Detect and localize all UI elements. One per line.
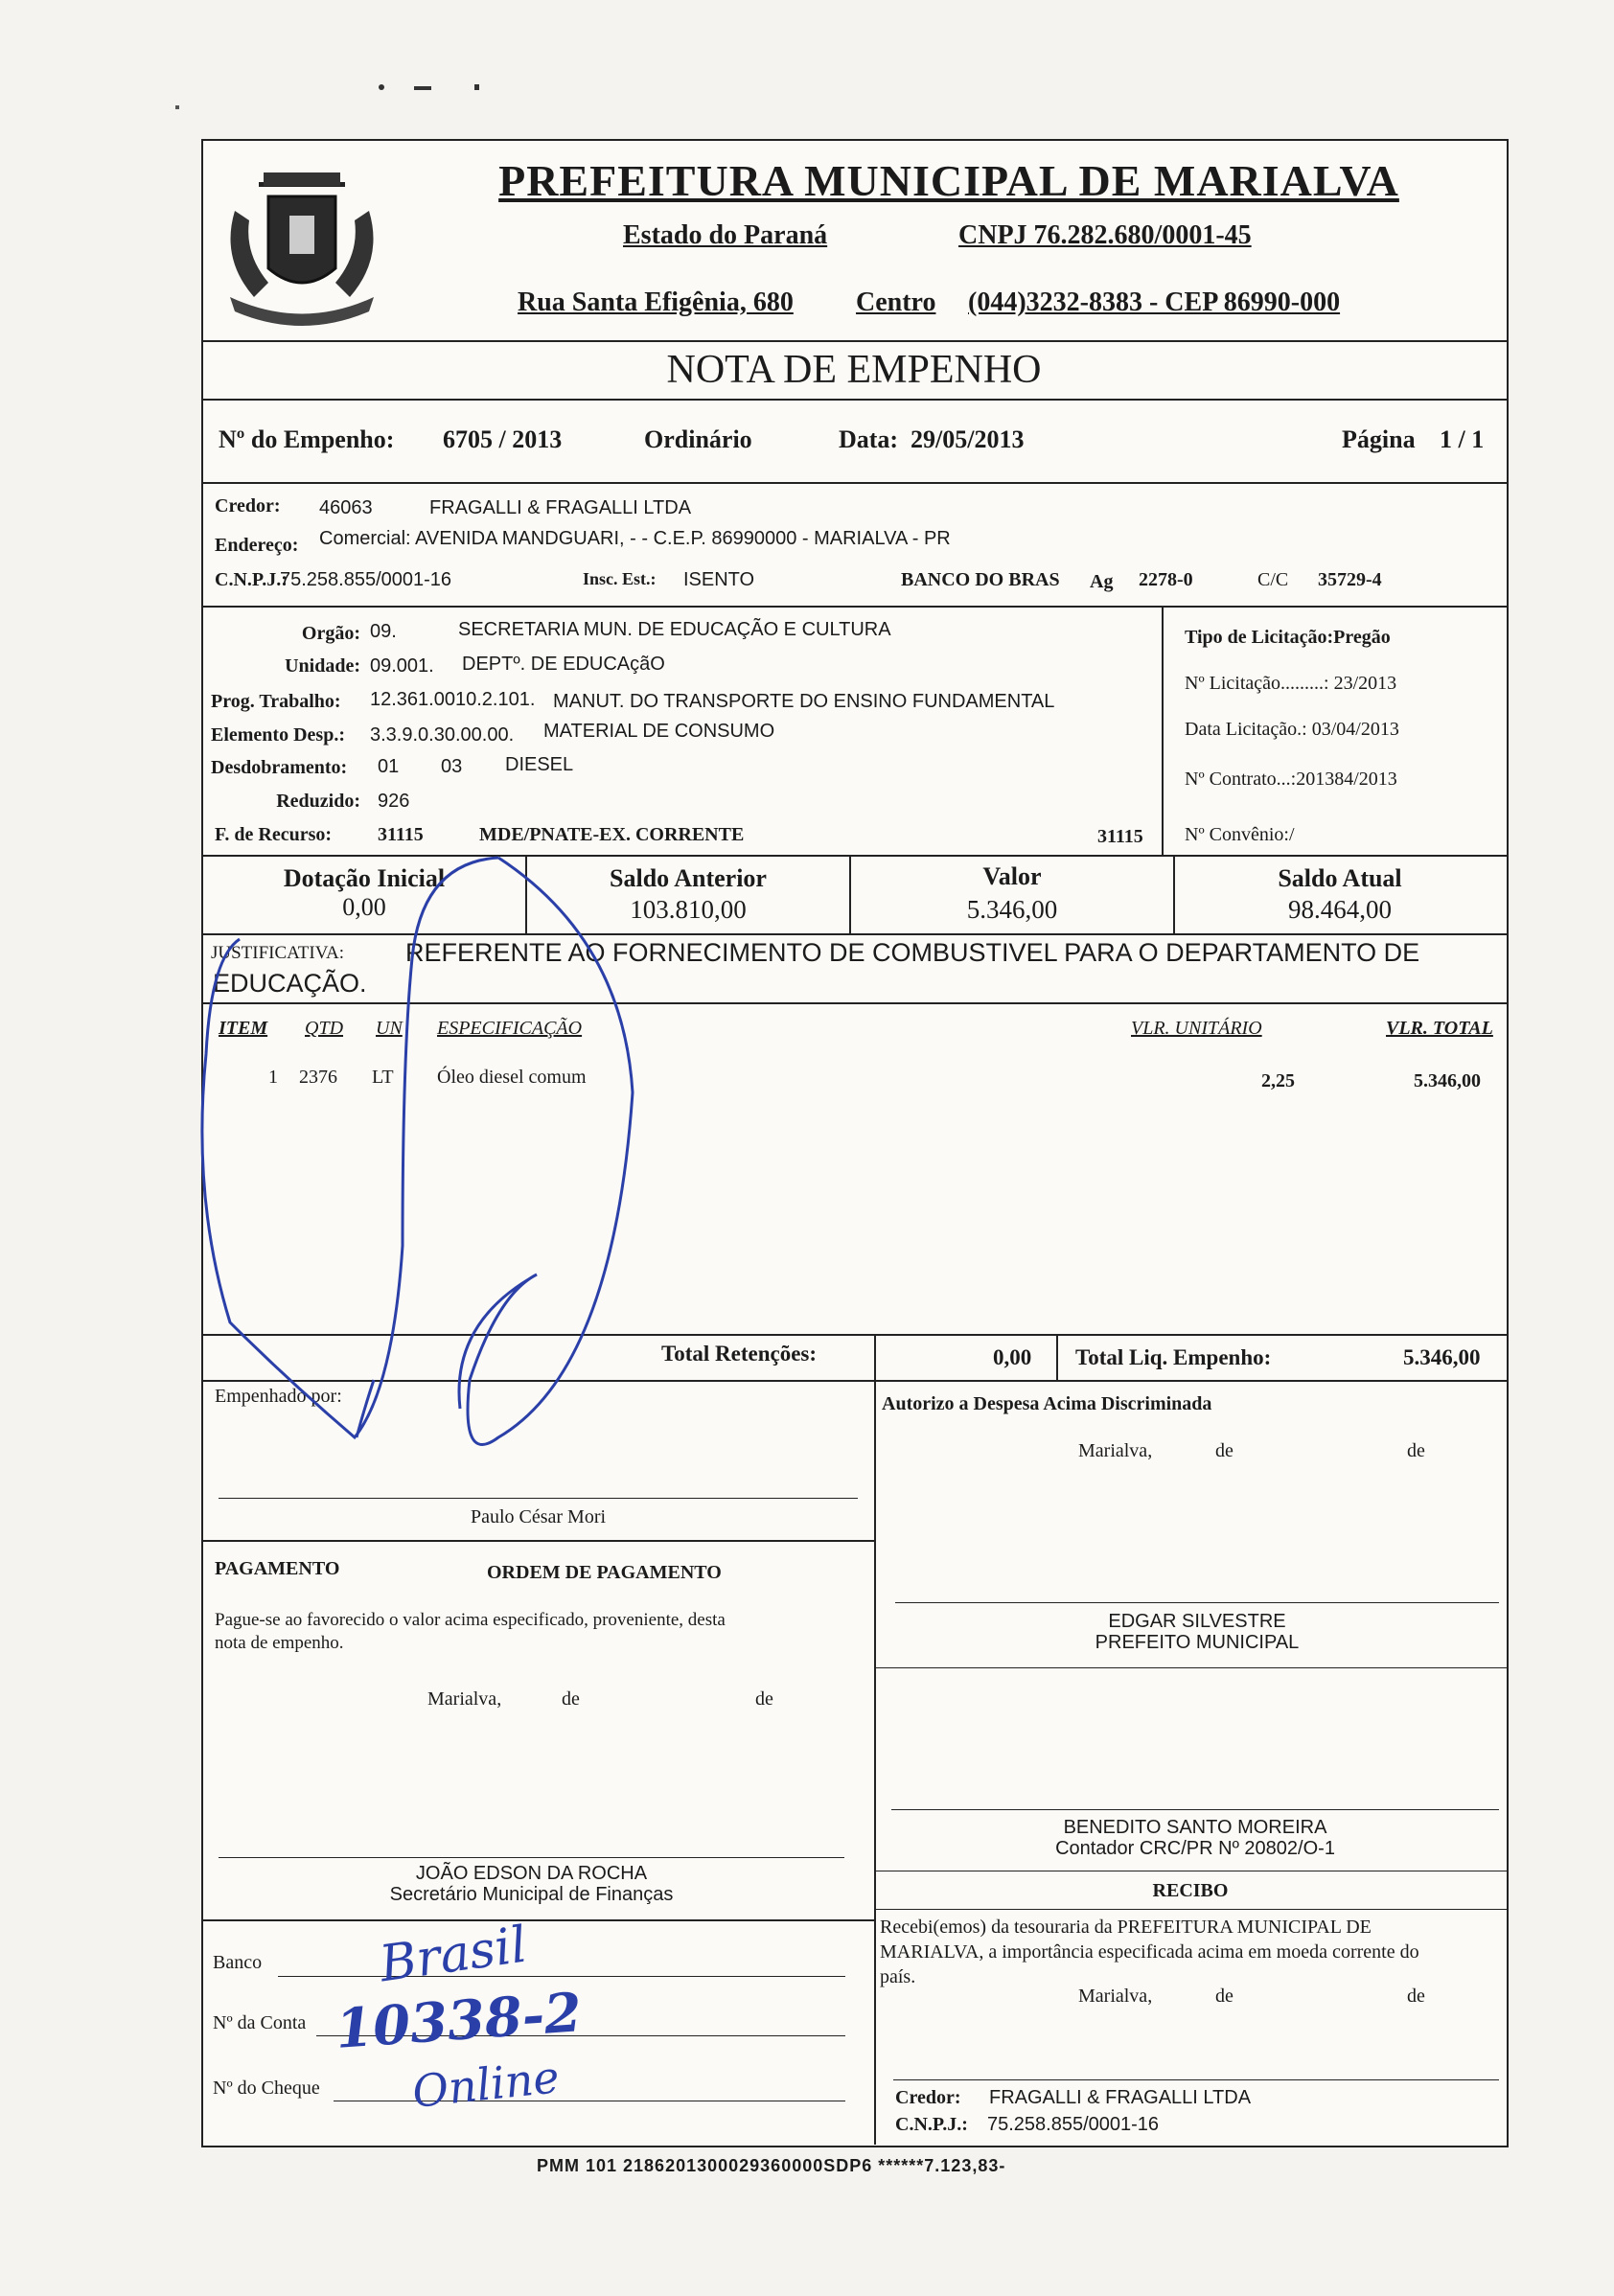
- desdobramento-b: 03: [441, 756, 463, 777]
- conta-label: Nº da Conta: [213, 2012, 307, 2033]
- item-description: Óleo diesel comum: [437, 1067, 587, 1088]
- insc-value: ISENTO: [683, 569, 755, 590]
- valor-label: Valor: [982, 862, 1042, 890]
- pagamento-text-1: Pague-se ao favorecido o valor acima especificado, proveniente, desta: [215, 1610, 726, 1630]
- unidade-code: 09.001.: [370, 655, 434, 677]
- page-label: Página: [1342, 425, 1416, 453]
- autorizo-city: Marialva,: [1078, 1440, 1153, 1461]
- secretario-role: Secretário Municipal de Finanças: [389, 1884, 674, 1905]
- orgao-code: 09.: [370, 621, 397, 642]
- agency-number: 2278-0: [1139, 569, 1193, 590]
- pagamento-de-2: de: [755, 1688, 773, 1710]
- prefeito-role: PREFEITO MUNICIPAL: [1095, 1632, 1300, 1653]
- autorizo-de-2: de: [1407, 1440, 1425, 1461]
- empenho-date: 29/05/2013: [911, 425, 1025, 453]
- elemento-code: 3.3.9.0.30.00.00.: [370, 724, 515, 746]
- prog-label: Prog. Trabalho:: [211, 691, 341, 712]
- header-title: PREFEITURA MUNICIPAL DE MARIALVA: [498, 156, 1399, 205]
- justificativa-line-2: EDUCAÇÃO.: [213, 969, 367, 998]
- item-unit: LT: [372, 1067, 394, 1088]
- page-number: 1 / 1: [1440, 425, 1485, 453]
- col-un: UN: [376, 1018, 403, 1039]
- recurso-code: 31115: [378, 824, 424, 845]
- prog-name: MANUT. DO TRANSPORTE DO ENSINO FUNDAMENTAL: [553, 691, 1055, 712]
- pagamento-de-1: de: [562, 1688, 580, 1710]
- insc-label: Insc. Est.:: [583, 569, 657, 588]
- footer-code: PMM 101 2186201300029360000SDP6 ******7.123,83-: [537, 2156, 1006, 2175]
- recibo-city: Marialva,: [1078, 1986, 1153, 2007]
- desdobramento-a: 01: [378, 756, 400, 777]
- recurso-code-2: 31115: [1097, 826, 1143, 847]
- dotacao-value: 0,00: [342, 893, 386, 921]
- elemento-label: Elemento Desp.:: [211, 724, 345, 746]
- recibo-cnpj-label: C.N.P.J.:: [895, 2114, 968, 2135]
- pagamento-text-2: nota de empenho.: [215, 1633, 344, 1653]
- header-phone-cep: (044)3232-8383 - CEP 86990-000: [968, 287, 1341, 317]
- prog-code: 12.361.0010.2.101.: [370, 689, 536, 710]
- col-valor-unitario: VLR. UNITÁRIO: [1131, 1018, 1262, 1039]
- recibo-text-2: MARIALVA, a importância especificada acima em moeda corrente do: [880, 1941, 1419, 1963]
- prefeito-name: EDGAR SILVESTRE: [1108, 1611, 1286, 1632]
- header-state: Estado do Paraná: [623, 220, 828, 250]
- saldo-atual-label: Saldo Atual: [1278, 864, 1402, 892]
- desdobramento-name: DIESEL: [505, 754, 574, 775]
- col-qtd: QTD: [305, 1018, 344, 1039]
- col-especificacao: ESPECIFICAÇÃO: [437, 1018, 583, 1039]
- recibo-de-1: de: [1215, 1986, 1234, 2007]
- empenhado-label: Empenhado por:: [215, 1386, 342, 1407]
- account-label: C/C: [1257, 569, 1289, 590]
- document-title: NOTA DE EMPENHO: [666, 348, 1042, 392]
- cnpj-label: C.N.P.J.:: [215, 569, 288, 590]
- pagamento-city: Marialva,: [427, 1688, 502, 1710]
- recibo-title: RECIBO: [1152, 1880, 1229, 1901]
- reduzido-value: 926: [378, 791, 410, 812]
- dotacao-label: Dotação Inicial: [283, 864, 446, 892]
- credor-address: Comercial: AVENIDA MANDGUARI, - - C.E.P. 86990000 - MARIALVA - PR: [319, 528, 951, 549]
- saldo-anterior-label: Saldo Anterior: [610, 864, 767, 892]
- cheque-label: Nº do Cheque: [213, 2078, 320, 2099]
- licitacao-tipo: Tipo de Licitação:Pregão: [1185, 627, 1391, 648]
- valor-value: 5.346,00: [966, 895, 1058, 924]
- empenho-number: 6705 / 2013: [443, 425, 563, 453]
- retencoes-value: 0,00: [993, 1345, 1032, 1369]
- item-quantity: 2376: [299, 1067, 337, 1088]
- contador-role: Contador CRC/PR Nº 20802/O-1: [1055, 1838, 1335, 1859]
- item-number: 1: [268, 1067, 278, 1088]
- recibo-credor-name: FRAGALLI & FRAGALLI LTDA: [989, 2087, 1252, 2108]
- secretario-name: JOÃO EDSON DA ROCHA: [415, 1863, 648, 1884]
- justificativa-label: JUSTIFICATIVA:: [211, 943, 345, 963]
- address-label: Endereço:: [215, 535, 299, 556]
- ordem-pagamento-label: ORDEM DE PAGAMENTO: [487, 1562, 722, 1583]
- header-address: Rua Santa Efigênia, 680: [518, 287, 794, 317]
- header-district: Centro: [856, 287, 936, 317]
- recibo-text-3: país.: [880, 1966, 916, 1987]
- empenho-type: Ordinário: [644, 425, 752, 453]
- contador-name: BENEDITO SANTO MOREIRA: [1063, 1817, 1327, 1838]
- saldo-anterior-value: 103.810,00: [630, 895, 747, 924]
- licitacao-numero: Nº Licitação.........: 23/2013: [1185, 673, 1397, 694]
- reduzido-label: Reduzido:: [276, 791, 360, 812]
- recibo-cnpj: 75.258.855/0001-16: [987, 2114, 1160, 2135]
- licitacao-data: Data Licitação.: 03/04/2013: [1185, 719, 1399, 740]
- orgao-name: SECRETARIA MUN. DE EDUCAÇÃO E CULTURA: [458, 619, 891, 640]
- total-liquido-label: Total Liq. Empenho:: [1075, 1345, 1272, 1369]
- total-liquido-value: 5.346,00: [1403, 1345, 1481, 1369]
- recibo-text-1: Recebi(emos) da tesouraria da PREFEITURA MUNICIPAL DE: [880, 1917, 1372, 1938]
- col-item: ITEM: [219, 1018, 268, 1039]
- contrato-numero: Nº Contrato...:201384/2013: [1185, 769, 1397, 790]
- col-valor-total: VLR. TOTAL: [1386, 1018, 1493, 1039]
- elemento-name: MATERIAL DE CONSUMO: [543, 721, 775, 742]
- banco-label: Banco: [213, 1952, 263, 1973]
- cheque-handwritten: Online: [409, 2051, 563, 2118]
- credor-name: FRAGALLI & FRAGALLI LTDA: [429, 497, 692, 518]
- header-cnpj: CNPJ 76.282.680/0001-45: [958, 220, 1252, 250]
- recibo-de-2: de: [1407, 1986, 1425, 2007]
- recurso-name: MDE/PNATE-EX. CORRENTE: [479, 824, 745, 845]
- empenho-label: Nº do Empenho:: [219, 425, 395, 453]
- retencoes-label: Total Retenções:: [661, 1342, 818, 1366]
- saldo-atual-value: 98.464,00: [1288, 895, 1392, 924]
- agency-label: Ag: [1090, 571, 1114, 592]
- item-total: 5.346,00: [1414, 1070, 1481, 1091]
- item-unit-price: 2,25: [1261, 1070, 1295, 1091]
- credor-code: 46063: [319, 497, 373, 518]
- credor-label: Credor:: [215, 495, 281, 517]
- desdobramento-label: Desdobramento:: [211, 757, 348, 778]
- unidade-name: DEPTº. DE EDUCAçãO: [462, 654, 665, 675]
- conta-handwritten: 10338-2: [334, 1981, 585, 2061]
- autorizo-label: Autorizo a Despesa Acima Discriminada: [882, 1393, 1212, 1414]
- account-number: 35729-4: [1318, 569, 1382, 590]
- recurso-label: F. de Recurso:: [215, 824, 333, 845]
- autorizo-de-1: de: [1215, 1440, 1234, 1461]
- orgao-label: Orgão:: [301, 623, 360, 644]
- credor-cnpj: 75.258.855/0001-16: [280, 569, 452, 590]
- recibo-credor-label: Credor:: [895, 2087, 961, 2108]
- banco-handwritten: Brasil: [376, 1916, 531, 1994]
- convenio-numero: Nº Convênio:/: [1185, 824, 1295, 845]
- pagamento-label: PAGAMENTO: [215, 1558, 340, 1579]
- justificativa-line-1: REFERENTE AO FORNECIMENTO DE COMBUSTIVEL PARA O DEPARTAMENTO DE: [405, 938, 1420, 967]
- empenhado-name: Paulo César Mori: [470, 1506, 607, 1527]
- empenho-date-label: Data:: [839, 425, 899, 453]
- unidade-label: Unidade:: [285, 655, 360, 677]
- bank-name: BANCO DO BRAS: [901, 569, 1060, 590]
